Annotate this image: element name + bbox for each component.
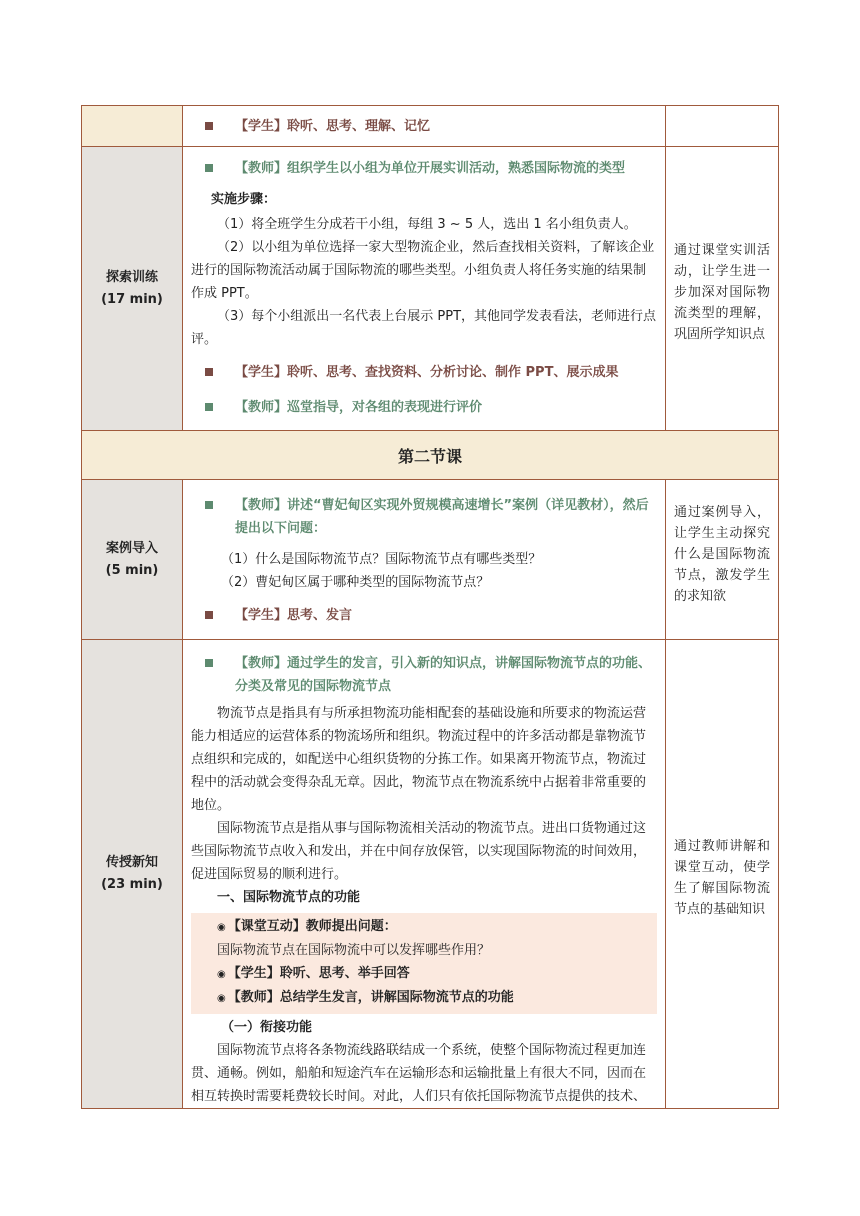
lesson-plan-table [81, 105, 778, 1109]
step-1: （1）将全班学生分成若干小组，每组 3 ~ 5 人，选出 1 名小组负责人。 [217, 217, 637, 232]
question-2: （2）曹妃甸区属于哪种类型的国际物流节点？ [221, 575, 490, 590]
goal-text: 通过案例导入，让学生主动探究什么是国际物流节点，激发学生的求知欲 [674, 505, 770, 604]
circle-icon: ◉ [217, 993, 226, 1004]
paragraph-2: 国际物流节点是指从事与国际物流相关活动的物流节点。进出口货物通过这些国际物流节点收入和发出，并在中间存放保管，以实现国际物流的时间效用，促进国际贸易的顺利进行。 [191, 821, 647, 882]
activity-cell [183, 106, 666, 147]
stage-title: 传授新知 [105, 855, 158, 870]
bullet-icon [205, 164, 213, 172]
table-row [82, 640, 779, 1109]
student-line: 【学生】聆听、思考、理解、记忆 [191, 115, 657, 138]
box-line: ◉ 【学生】聆听、思考、举手回答 [217, 966, 410, 981]
step-3: （3）每个小组派出一名代表上台展示 PPT，其他同学发表看法，老师进行点评。 [191, 309, 657, 347]
paragraph-1: 物流节点是指具有与所承担物流功能相配套的基础设施和所要求的物流运营能力相适应的运营体系的物流场所和组织。物流过程中的许多活动都是靠物流节点组织和完成的，如配送中心组织货物的分拣工作。如果离开物流节点，物流过程中的活动就会变得杂乱无章。因此，物流节点在物流系统中占据着非常重要的地位。 [191, 706, 647, 813]
box-line: ◉ 【教师】总结学生发言，讲解国际物流节点的功能 [217, 990, 514, 1005]
bullet-icon [205, 368, 213, 376]
teacher-line: 【教师】组织学生以小组为单位开展实训活动，熟悉国际物流的类型 [191, 157, 657, 180]
circle-icon: ◉ [217, 922, 226, 933]
section-header-row [82, 431, 779, 480]
activity-cell [183, 640, 666, 1109]
interaction-box [191, 913, 657, 1014]
steps-title: 实施步骤： [211, 192, 277, 207]
stage-cell [82, 640, 183, 1109]
goal-cell [666, 640, 779, 1109]
stage-time: (5 min) [105, 562, 159, 578]
box-line: ◉ 【课堂互动】教师提出问题： [217, 919, 397, 934]
circle-icon: ◉ [217, 969, 226, 980]
left-cell-empty [82, 106, 183, 147]
table-row [82, 147, 779, 431]
student-line: 【学生】思考、发言 [191, 604, 657, 627]
activity-cell [183, 480, 666, 640]
stage-cell [82, 480, 183, 640]
stage-time: (23 min) [101, 877, 163, 892]
stage-time: (17 min) [101, 291, 163, 307]
right-cell-empty [666, 106, 779, 147]
box-line: 国际物流节点在国际物流中可以发挥哪些作用？ [217, 943, 491, 958]
table-row [82, 106, 779, 147]
goal-cell [666, 480, 779, 640]
goal-cell [666, 147, 779, 431]
bullet-icon [205, 659, 213, 667]
bullet-icon [205, 611, 213, 619]
table-row [82, 480, 779, 640]
stage-cell [82, 147, 183, 431]
question-1: （1）什么是国际物流节点？国际物流节点有哪些类型？ [221, 552, 542, 567]
goal-text: 通过教师讲解和课堂互动，使学生了解国际物流节点的基础知识 [674, 839, 770, 917]
activity-cell [183, 147, 666, 431]
stage-title: 案例导入 [105, 540, 158, 556]
goal-text: 通过课堂实训活动，让学生进一步加深对国际物流类型的理解，巩固所学知识点 [674, 243, 770, 342]
student-line: 【学生】聆听、思考、查找资料、分析讨论、制作 PPT、展示成果 [191, 361, 657, 384]
bullet-icon [205, 403, 213, 411]
teacher-line: 【教师】讲述“曹妃甸区实现外贸规模高速增长”案例（详见教材），然后提出以下问题： [191, 494, 657, 540]
section-title: 第二节课 [82, 431, 779, 480]
step-2: （2）以小组为单位选择一家大型物流企业，然后查找相关资料，了解该企业进行的国际物流活动属于国际物流的哪些类型。小组负责人将任务实施的结果制作成 PPT。 [191, 240, 655, 301]
sub-heading: （一）衔接功能 [221, 1020, 313, 1035]
stage-title: 探索训练 [105, 269, 158, 285]
section-heading: 一、国际物流节点的功能 [217, 890, 361, 905]
bullet-icon [205, 122, 213, 130]
bullet-icon [205, 501, 213, 509]
paragraph-3: 国际物流节点将各条物流线路联结成一个系统，使整个国际物流过程更加连贯、通畅。例如，船舶和短途汽车在运输形态和运输批量上有很大不同，因而在相互转换时需要耗费较长时间。对此，人们只有依托国际物流节点提供的技术、 [191, 1043, 647, 1104]
teacher-line: 【教师】通过学生的发言，引入新的知识点，讲解国际物流节点的功能、分类及常见的国际物流节点 [191, 652, 657, 698]
teacher-line: 【教师】巡堂指导，对各组的表现进行评价 [191, 396, 657, 419]
